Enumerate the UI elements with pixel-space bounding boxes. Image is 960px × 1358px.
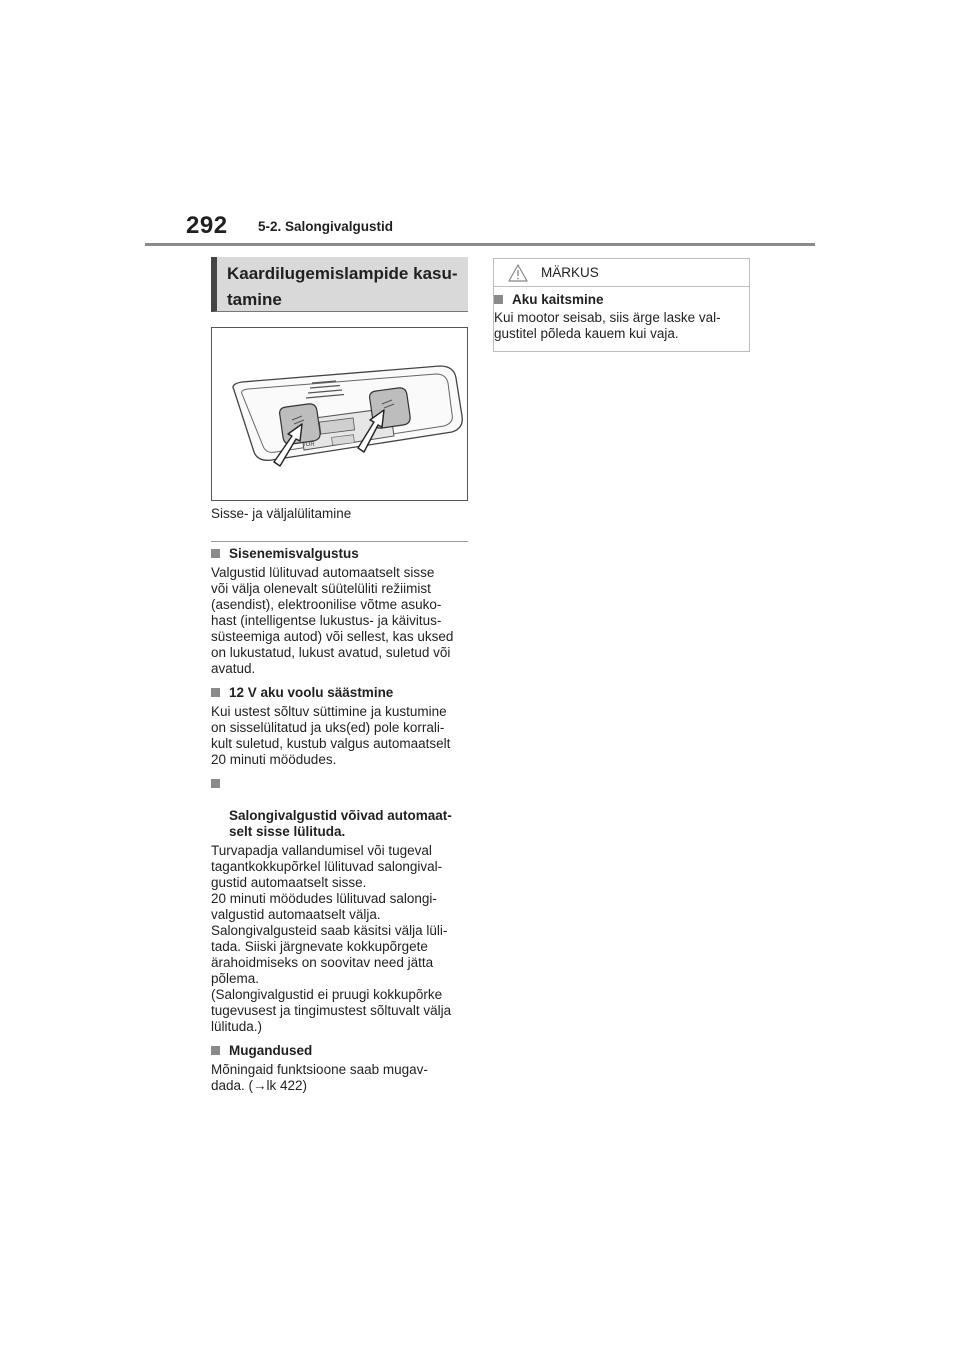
section-heading-text: 12 V aku voolu säästmine bbox=[229, 685, 394, 700]
section-heading-text: Sisenemisvalgustus bbox=[229, 546, 359, 561]
section-heading-text: Salongivalgustid võivad automaat- selt sisse lülituda. bbox=[229, 808, 452, 839]
section-battery-saver bbox=[211, 685, 473, 768]
square-bullet-icon bbox=[494, 295, 503, 304]
square-bullet-icon bbox=[211, 688, 220, 697]
section-heading bbox=[211, 685, 473, 701]
section-body: Kui ustest sõltuv süttimine ja kustumine on sisselülitatud ja uks(ed) pole korrali- kult suletud, kustub valgus automaatselt 20 minuti möödudes. bbox=[211, 704, 451, 767]
map-lamp-drawing bbox=[212, 328, 467, 500]
section-body: Valgustid lülituvad automaatselt sisse või välja olenevalt süütelüliti režiimist (asendist), elektroonilise võtme asuko- hast (intelligentse lukustus- ja käivitus- süsteemiga autod) või sellest, kas uksed on lukustatud, lukust avatud, suletud või avatud. bbox=[211, 565, 454, 676]
square-bullet-icon bbox=[211, 779, 220, 788]
notice-header bbox=[494, 259, 749, 287]
section-title: 5-2. Salongivalgustid bbox=[258, 219, 394, 234]
left-column-body bbox=[211, 546, 473, 1102]
notice-body-text: Kui mootor seisab, siis ärge laske val- gustitel põleda kauem kui vaja. bbox=[494, 310, 721, 341]
notice-section-heading bbox=[494, 292, 751, 308]
header-rule bbox=[145, 243, 815, 246]
section-heading-text: Mugandused bbox=[229, 1043, 313, 1058]
warning-triangle-icon bbox=[508, 264, 528, 282]
section-body: Mõningaid funktsioone saab mugav- dada. (→lk 422) bbox=[211, 1062, 428, 1093]
topic-heading: Kaardilugemislampide kasu-tamine bbox=[227, 264, 458, 309]
section-customization bbox=[211, 1043, 473, 1094]
notice-section-heading-text: Aku kaitsmine bbox=[512, 292, 604, 307]
caption-rule bbox=[211, 541, 468, 542]
notice-title: MÄRKUS bbox=[541, 265, 599, 280]
section-heading bbox=[211, 546, 473, 562]
square-bullet-icon bbox=[211, 549, 220, 558]
square-bullet-icon bbox=[211, 1046, 220, 1055]
section-body: Turvapadja vallandumisel või tugeval tagantkokkupõrkel lülituvad salongival- gustid automaatselt sisse. 20 minuti möödudes lülituvad salongi- valgustid automaatselt välja. Salongivalgusteid saab käsitsi välja lüli- tada. Siiski järgnevate kokkupõrgete ärahoidmiseks on soovitav need jätta põlema. (Salongivalgustid ei pruugi kokkupõrke tugevusest ja tingimustest sõltuvalt välja lülituda.) bbox=[211, 843, 452, 1034]
section-heading bbox=[211, 776, 473, 840]
door-label: /OR bbox=[304, 442, 315, 448]
map-lamp-illustration bbox=[211, 327, 468, 501]
notice-box bbox=[493, 258, 750, 352]
figure-caption: Sisse- ja väljalülitamine bbox=[211, 506, 352, 521]
section-auto-on bbox=[211, 776, 473, 1035]
page-number: 292 bbox=[186, 212, 228, 239]
notice-content bbox=[494, 292, 751, 350]
section-entry-lighting bbox=[211, 546, 473, 677]
topic-heading-box bbox=[211, 257, 468, 312]
section-heading bbox=[211, 1043, 473, 1059]
